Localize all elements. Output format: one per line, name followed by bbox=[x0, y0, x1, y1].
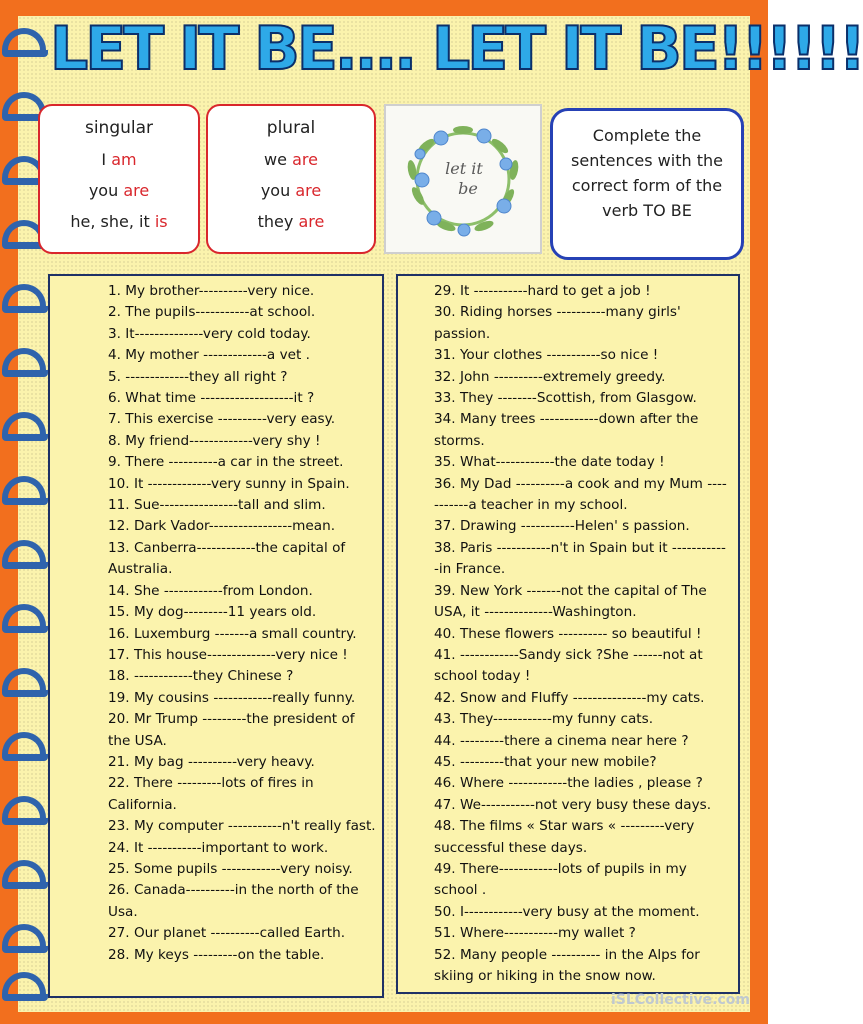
singular-row bbox=[40, 150, 198, 169]
exercise-item: 10. It -------------very sunny in Spain. bbox=[108, 475, 350, 492]
exercise-item: 46. Where ------------the ladies , please ? bbox=[434, 775, 703, 792]
subject: I bbox=[101, 150, 107, 169]
exercise-item: 22. There ---------lots of fires in California. bbox=[108, 775, 314, 813]
exercise-item: 11. Sue----------------tall and slim. bbox=[108, 497, 326, 514]
exercise-item: 16. Luxemburg -------a small country. bbox=[108, 625, 357, 642]
exercise-item: 33. They --------Scottish, from Glasgow. bbox=[434, 390, 697, 407]
verb: are bbox=[292, 150, 318, 169]
exercise-item: 37. Drawing -----------Helen' s passion. bbox=[434, 518, 690, 535]
exercise-item: 32. John ----------extremely greedy. bbox=[434, 368, 666, 385]
exercise-item: 1. My brother----------very nice. bbox=[108, 283, 315, 299]
instruction-box: Complete the sentences with the correct form of the verb TO BE bbox=[550, 108, 744, 260]
exercise-item: 3. It--------------very cold today. bbox=[108, 325, 311, 342]
worksheet-title: LET IT BE.... LET IT BE!!!!!! bbox=[50, 14, 863, 84]
exercise-item: 51. Where-----------my wallet ? bbox=[434, 925, 636, 942]
plural-row bbox=[208, 150, 374, 169]
exercise-item: 18. ------------they Chinese ? bbox=[108, 668, 294, 685]
exercise-item: 40. These flowers ---------- so beautiful ! bbox=[434, 625, 702, 642]
exercise-item: 36. My Dad ----------a cook and my Mum -----------a teacher in my school. bbox=[434, 475, 727, 514]
wreath-line1: let it bbox=[445, 159, 483, 178]
exercise-item: 21. My bag ----------very heavy. bbox=[108, 753, 315, 770]
exercise-item: 23. My computer -----------n't really fast. bbox=[108, 818, 376, 835]
exercise-item: 47. We-----------not very busy these days. bbox=[434, 796, 712, 813]
subject: you bbox=[260, 181, 291, 200]
exercise-item: 28. My keys ---------on the table. bbox=[108, 946, 325, 963]
wreath-line2: be bbox=[458, 179, 478, 198]
exercise-item: 41. ------------Sandy sick ?She ------not at school today ! bbox=[434, 646, 703, 685]
exercise-item: 48. The films « Star wars « ---------very successful these days. bbox=[434, 818, 695, 856]
exercise-column-left bbox=[48, 274, 384, 998]
verb: are bbox=[298, 212, 325, 231]
exercise-item: 45. ---------that your new mobile? bbox=[434, 753, 657, 770]
exercise-item: 17. This house--------------very nice ! bbox=[108, 646, 348, 663]
plural-row bbox=[208, 212, 374, 231]
subject: you bbox=[88, 181, 119, 200]
subject: he, she, it bbox=[70, 212, 150, 231]
exercise-item: 19. My cousins ------------really funny. bbox=[108, 689, 356, 706]
exercise-item: 50. I------------very busy at the moment. bbox=[434, 903, 700, 920]
singular-table bbox=[38, 104, 200, 254]
let-it-be-wreath-image bbox=[384, 104, 542, 254]
verb: am bbox=[111, 150, 137, 169]
exercise-item: 35. What------------the date today ! bbox=[434, 454, 665, 471]
exercise-item: 29. It -----------hard to get a job ! bbox=[434, 283, 651, 299]
subject: they bbox=[257, 212, 294, 231]
exercise-item: 27. Our planet ----------called Earth. bbox=[108, 925, 346, 942]
exercise-item: 52. Many people ---------- in the Alps for skiing or hiking in the snow now. bbox=[434, 946, 700, 984]
exercise-item: 34. Many trees ------------down after the storms. bbox=[434, 411, 699, 449]
plural-table bbox=[206, 104, 376, 254]
exercise-item: 14. She ------------from London. bbox=[108, 582, 313, 599]
verb: are bbox=[123, 181, 150, 200]
exercise-item: 44. ---------there a cinema near here ? bbox=[434, 732, 689, 749]
exercise-item: 49. There------------lots of pupils in my school . bbox=[434, 860, 687, 899]
subject: we bbox=[264, 150, 287, 169]
verb: are bbox=[295, 181, 322, 200]
exercise-item: 4. My mother -------------a vet . bbox=[108, 347, 310, 364]
exercise-item: 2. The pupils-----------at school. bbox=[108, 304, 316, 321]
verb: is bbox=[154, 212, 168, 231]
exercise-item: 8. My friend-------------very shy ! bbox=[108, 432, 321, 449]
singular-row bbox=[40, 212, 198, 231]
singular-header: singular bbox=[84, 118, 154, 138]
exercise-item: 24. It -----------important to work. bbox=[108, 839, 329, 856]
exercise-item: 39. New York -------not the capital of The USA, it --------------Washington. bbox=[434, 582, 707, 621]
exercise-item: 7. This exercise ----------very easy. bbox=[108, 411, 336, 428]
plural-header: plural bbox=[266, 118, 316, 138]
exercise-item: 26. Canada----------in the north of the Usa. bbox=[108, 882, 359, 920]
exercise-item: 5. -------------they all right ? bbox=[108, 368, 288, 385]
singular-row bbox=[40, 181, 198, 200]
exercise-item: 12. Dark Vador-----------------mean. bbox=[108, 518, 336, 535]
exercise-item: 25. Some pupils ------------very noisy. bbox=[108, 860, 353, 877]
exercise-item: 31. Your clothes -----------so nice ! bbox=[434, 347, 659, 364]
exercise-column-right bbox=[396, 274, 740, 994]
exercise-item: 6. What time -------------------it ? bbox=[108, 390, 315, 407]
exercise-item: 9. There ----------a car in the street. bbox=[108, 454, 344, 471]
plural-row bbox=[208, 181, 374, 200]
exercise-item: 43. They------------my funny cats. bbox=[434, 711, 654, 728]
exercise-item: 42. Snow and Fluffy ---------------my cats. bbox=[434, 689, 705, 706]
exercise-item: 38. Paris -----------n't in Spain but it ------------in France. bbox=[434, 539, 726, 578]
exercise-item: 15. My dog---------11 years old. bbox=[108, 604, 317, 621]
exercise-item: 20. Mr Trump ---------the president of the USA. bbox=[108, 711, 355, 749]
exercise-item: 13. Canberra------------the capital of Australia. bbox=[108, 539, 346, 578]
exercise-item: 30. Riding horses ----------many girls' passion. bbox=[434, 304, 681, 342]
source-watermark: iSLCollective.com bbox=[610, 992, 750, 1008]
wreath-icon bbox=[386, 106, 540, 252]
